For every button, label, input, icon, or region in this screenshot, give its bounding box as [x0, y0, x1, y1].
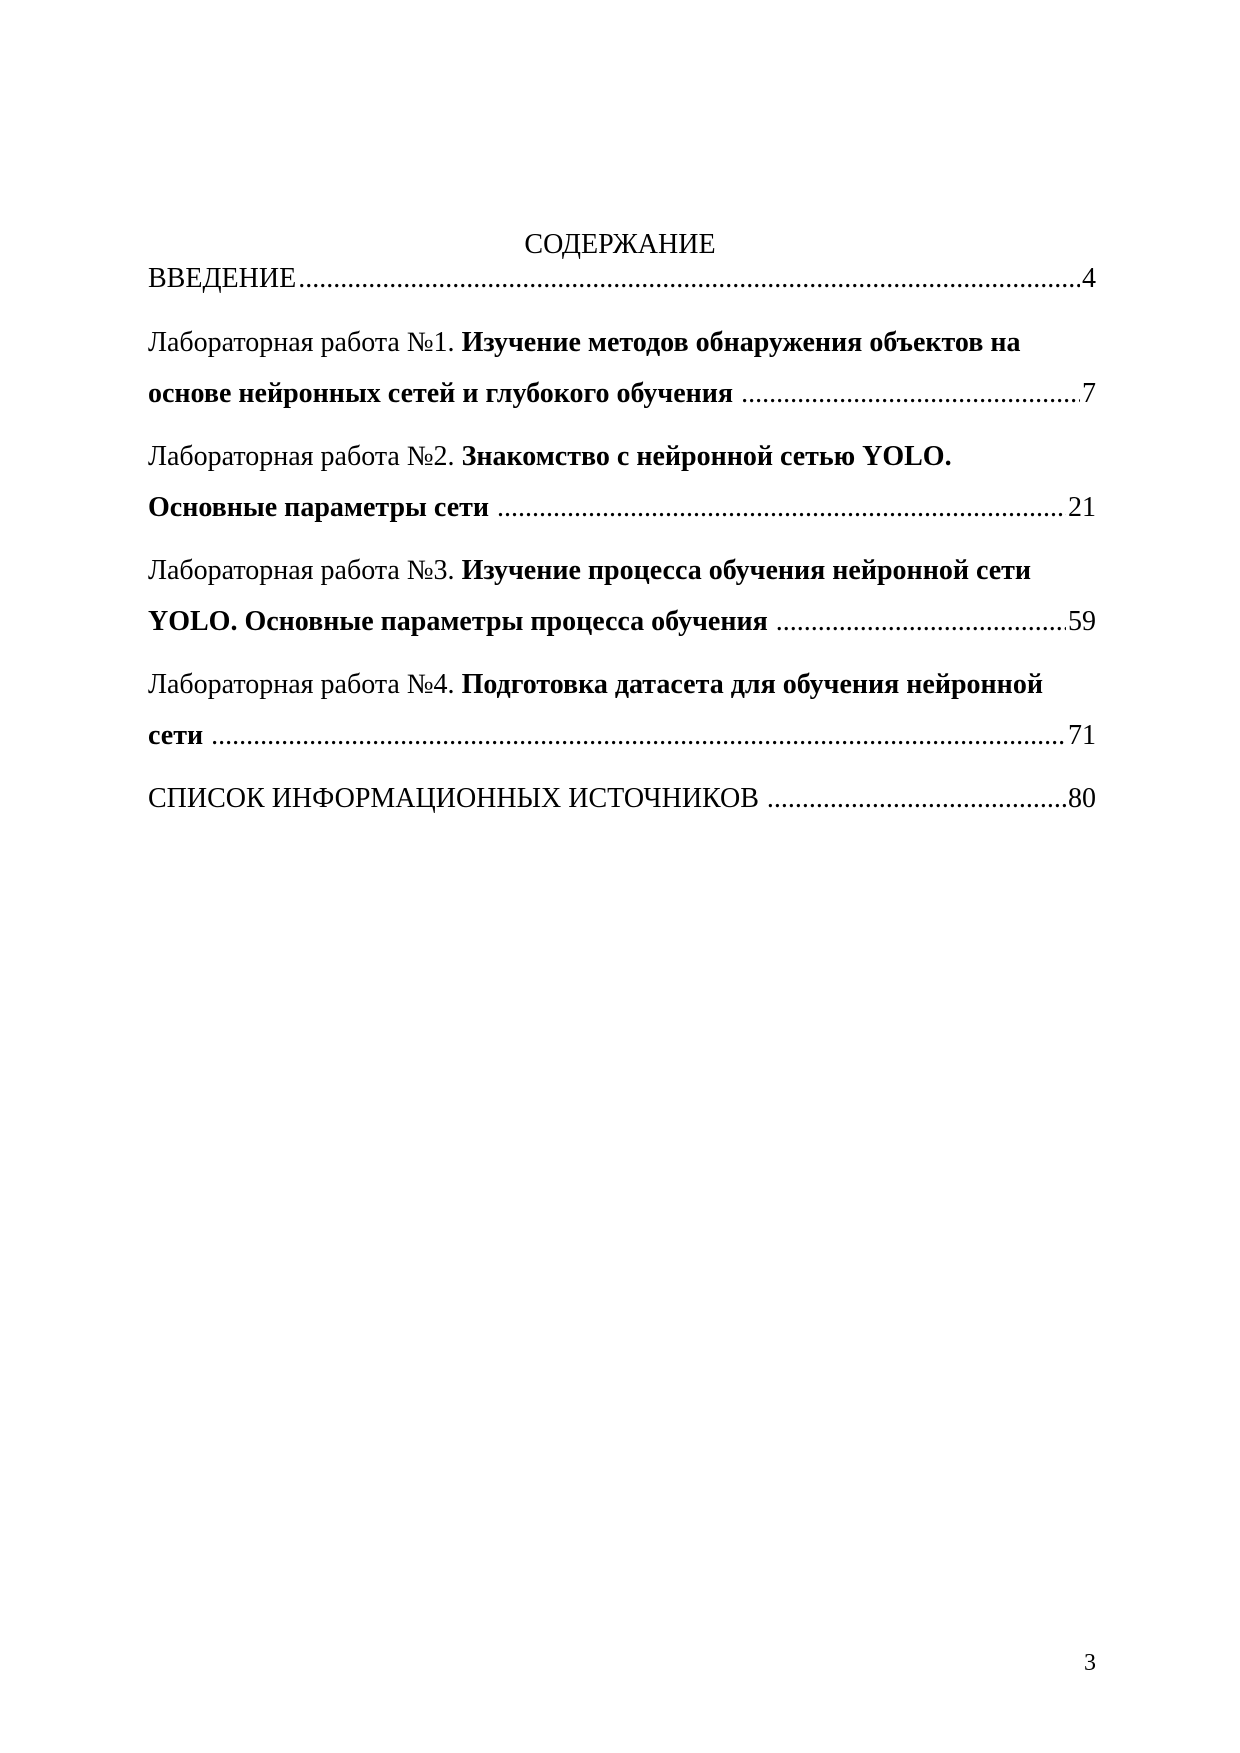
toc-entry-prefix: Лабораторная работа №3. — [148, 555, 455, 586]
toc-page-number: 7 — [1082, 378, 1096, 409]
toc-page-number: 59 — [1068, 606, 1096, 637]
toc-entry-title-continued: основе нейронных сетей и глубокого обучения — [148, 378, 734, 409]
dot-leader — [211, 719, 1066, 753]
toc-entry-title: Знакомство с нейронной сетью YOLO. — [461, 441, 952, 472]
page-title: СОДЕРЖАНИЕ — [524, 229, 716, 260]
toc-entry-lab-3[interactable] — [148, 554, 1096, 639]
dot-leader — [298, 262, 1080, 296]
toc-entry-prefix: Лабораторная работа №4. — [148, 669, 455, 700]
toc-entry-label: ВВЕДЕНИЕ — [148, 263, 297, 294]
toc-entry-title-continued: сети — [148, 720, 204, 751]
dot-leader — [767, 782, 1066, 816]
toc-entry-prefix: Лабораторная работа №1. — [148, 327, 455, 358]
dot-leader — [741, 377, 1080, 411]
dot-leader — [776, 605, 1066, 639]
toc-page-number: 21 — [1068, 492, 1096, 523]
toc-page-number: 80 — [1068, 783, 1096, 814]
toc-entry-lab-4[interactable] — [148, 668, 1096, 753]
page-number: 3 — [1084, 1650, 1096, 1676]
toc-entry-label: СПИСОК ИНФОРМАЦИОННЫХ ИСТОЧНИКОВ — [148, 783, 759, 814]
toc-entry-title: Изучение методов обнаружения объектов на — [461, 327, 1021, 358]
toc-entry-title-continued: YOLO. Основные параметры процесса обучения — [148, 606, 768, 637]
toc-entry-lab-1[interactable] — [148, 326, 1096, 411]
toc-entry-lab-2[interactable] — [148, 440, 1096, 525]
toc-entry-title-continued: Основные параметры сети — [148, 492, 490, 523]
toc-entry-references[interactable] — [148, 782, 1096, 816]
toc-entry-title: Изучение процесса обучения нейронной сети — [461, 555, 1032, 586]
toc-page-number: 4 — [1082, 263, 1096, 294]
toc-page-number: 71 — [1068, 720, 1096, 751]
toc-entry-prefix: Лабораторная работа №2. — [148, 441, 455, 472]
toc-entry-intro[interactable] — [148, 262, 1096, 296]
dot-leader — [497, 491, 1066, 525]
toc-entry-title: Подготовка датасета для обучения нейронной — [461, 669, 1043, 700]
